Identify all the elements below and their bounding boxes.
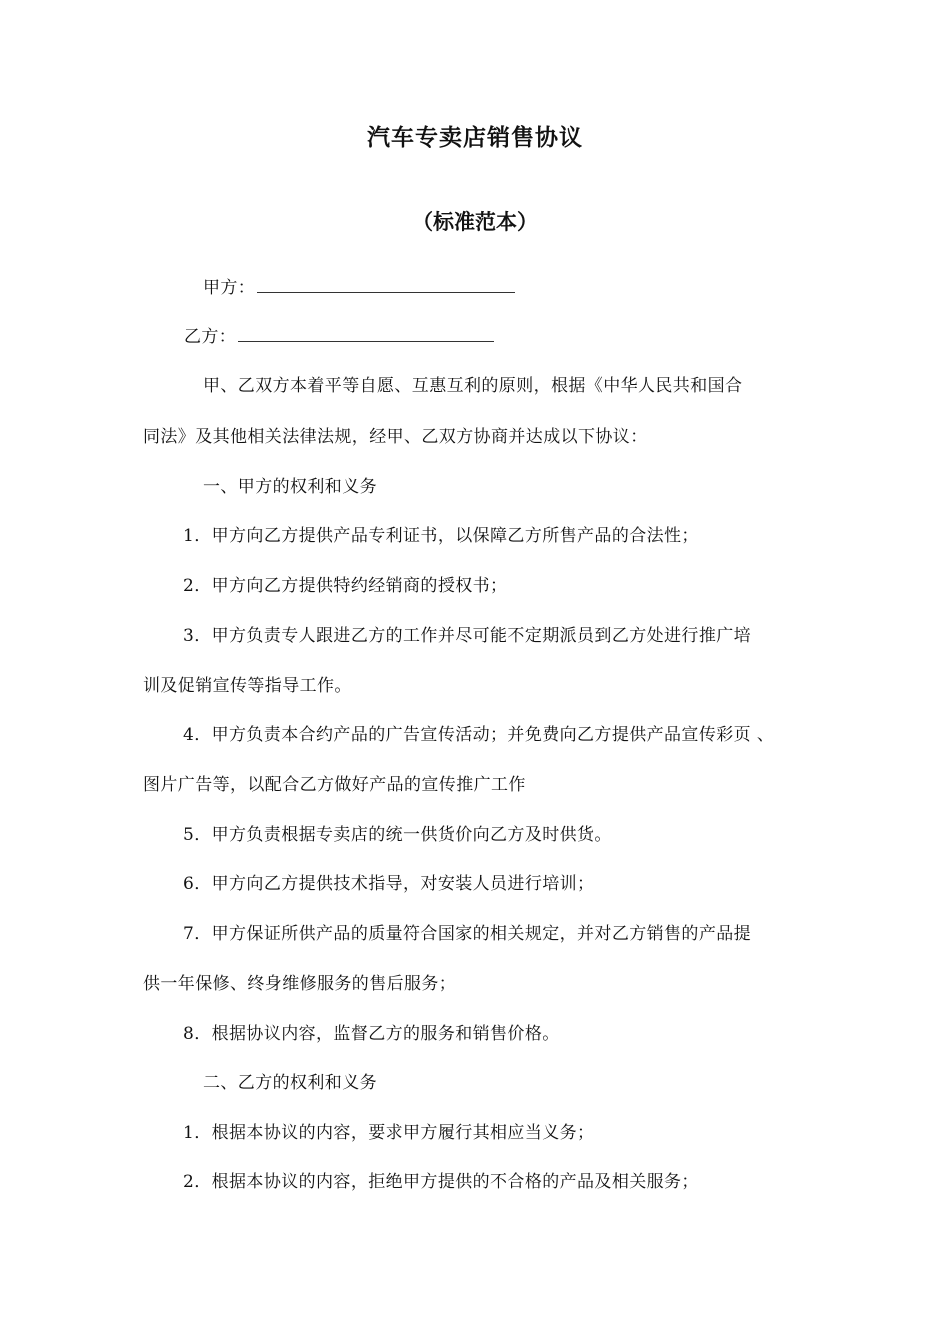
- party-a-line: [203, 274, 515, 301]
- document-subtitle: （标准范本）: [412, 210, 538, 234]
- s2-item-2: 2．根据本协议的内容，拒绝甲方提供的不合格的产品及相关服务；: [183, 1172, 699, 1192]
- party-a-label: 甲方：: [203, 278, 256, 298]
- intro-line-2: 同法》及其他相关法律法规，经甲、乙双方协商并达成以下协议：: [143, 427, 648, 447]
- s1-item-4-line-2: 图片广告等，以配合乙方做好产品的宣传推广工作: [143, 775, 526, 795]
- s1-item-3-line-1: 3．甲方负责专人跟进乙方的工作并尽可能不定期派员到乙方处进行推广培: [183, 626, 752, 646]
- party-b-line: [184, 323, 494, 350]
- s1-item-4-line-1: 4．甲方负责本合约产品的广告宣传活动；并免费向乙方提供产品宣传彩页 、: [183, 725, 775, 745]
- section-2-heading: 二、乙方的权利和义务: [203, 1073, 377, 1093]
- section-1-heading: 一、甲方的权利和义务: [203, 477, 377, 497]
- s1-item-5: 5．甲方负责根据专卖店的统一供货价向乙方及时供货。: [183, 825, 612, 845]
- s1-item-3-line-2: 训及促销宣传等指导工作。: [143, 676, 352, 696]
- s1-item-7-line-2: 供一年保修、终身维修服务的售后服务；: [143, 974, 457, 994]
- party-b-label: 乙方：: [184, 327, 237, 347]
- party-a-blank: [257, 274, 515, 293]
- s2-item-1: 1．根据本协议的内容，要求甲方履行其相应当义务；: [183, 1123, 595, 1143]
- s1-item-7-line-1: 7．甲方保证所供产品的质量符合国家的相关规定，并对乙方销售的产品提: [183, 924, 752, 944]
- s1-item-2: 2．甲方向乙方提供特约经销商的授权书；: [183, 576, 508, 596]
- document-title: 汽车专卖店销售协议: [367, 125, 583, 151]
- s1-item-1: 1．甲方向乙方提供产品专利证书，以保障乙方所售产品的合法性；: [183, 526, 699, 546]
- s1-item-6: 6．甲方向乙方提供技术指导，对安装人员进行培训；: [183, 874, 595, 894]
- s1-item-8: 8．根据协议内容，监督乙方的服务和销售价格。: [183, 1024, 560, 1044]
- intro-line-1: 甲、乙双方本着平等自愿、互惠互利的原则，根据《中华人民共和国合: [203, 376, 743, 396]
- party-b-blank: [238, 323, 494, 342]
